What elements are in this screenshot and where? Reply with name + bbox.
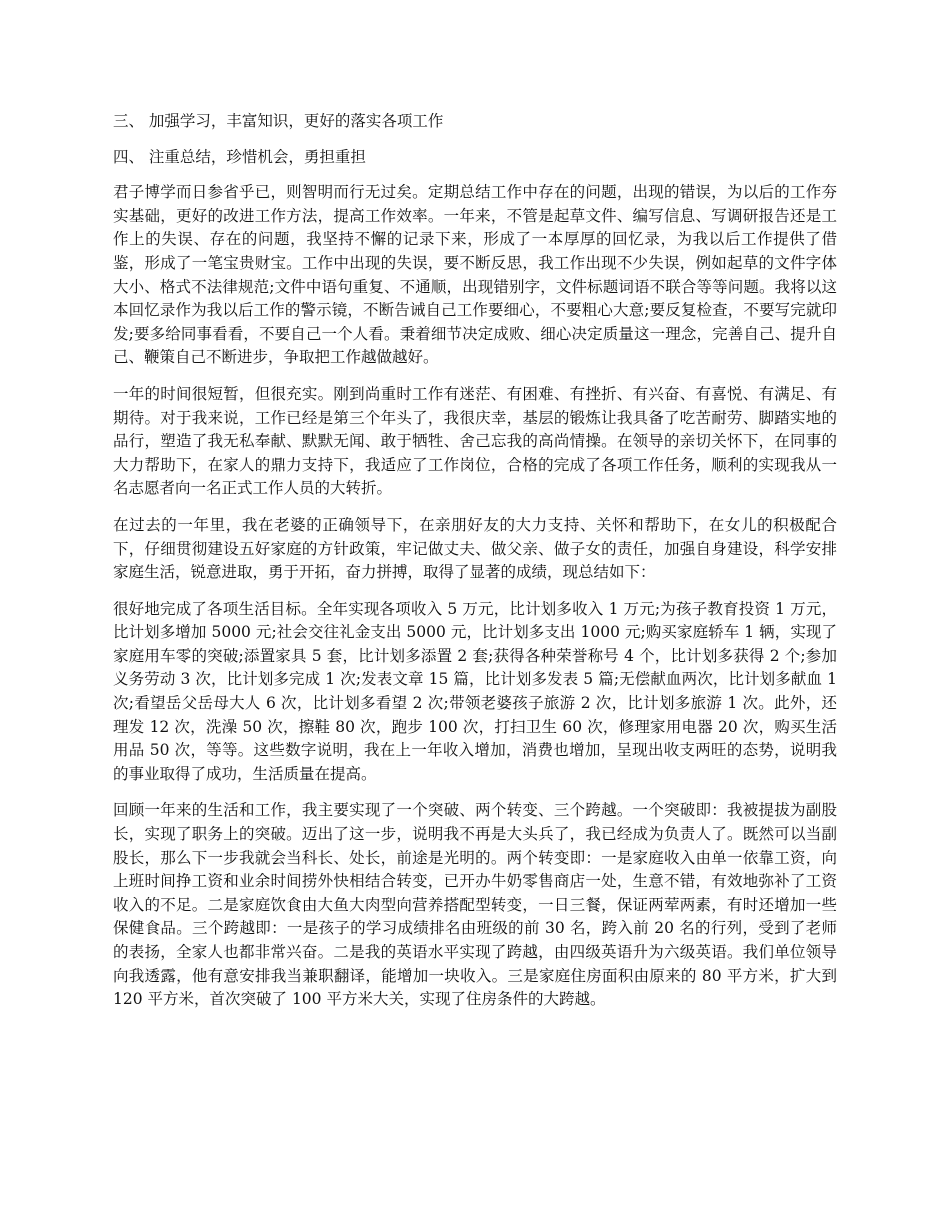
section-heading-3: 三、 加强学习，丰富知识，更好的落实各项工作 xyxy=(113,112,444,130)
document-page xyxy=(113,110,837,1025)
paragraph-summary: 君子博学而日参省乎已，则智明而行无过矣。定期总结工作中存在的问题，出现的错误，为以后的工作夯实基础，更好的改进工作方法，提高工作效率。一年来，不管是起草文件、编写信息、写调研报告还是工作上的失误、存在的问题，我坚持不懈的记录下来，形成了一本厚厚的回忆录，为我以后工作提供了借鉴，形成了一笔宝贵财宝。工作中出现的失误，要不断反思，我工作出现不少失误，例如起草的文件字体大小、格式不法律规范;文件中语句重复、不通顺，出现错别字，文件标题词语不联合等等问题。我将以这本回忆录作为我以后工作的警示镜，不断告诫自己工作要细心，不要粗心大意;要反复检查，不要写完就印发;要多给同事看看，不要自己一个人看。秉着细节决定成败、细心决定质量这一理念，完善自己、提升自己、鞭策自己不断进步，争取把工作越做越好。 xyxy=(113,183,837,367)
paragraph-year-review: 一年的时间很短暂，但很充实。刚到尚重时工作有迷茫、有困难、有挫折、有兴奋、有喜悦、有满足、有期待。对于我来说，工作已经是第三个年头了，我很庆幸，基层的锻炼让我具备了吃苦耐劳、脚踏实地的品行，塑造了我无私奉献、默默无闻、敢于牺牲、舍己忘我的高尚情操。在领导的亲切关怀下，在同事的大力帮助下，在家人的鼎力支持下，我适应了工作岗位，合格的完成了各项工作任务，顺利的实现我从一名志愿者向一名正式工作人员的大转折。 xyxy=(113,384,837,498)
paragraph-breakthroughs: 回顾一年来的生活和工作，我主要实现了一个突破、两个转变、三个跨越。一个突破即：我被提拔为副股长，实现了职务上的突破。迈出了这一步，说明我不再是大头兵了，我已经成为负责人了。既然可以当副股长，那么下一步我就会当科长、处长，前途是光明的。两个转变即：一是家庭收入由单一依靠工资，向上班时间挣工资和业余时间捞外快相结合转变，已开办牛奶零售商店一处，生意不错，有效地弥补了工资收入的不足。二是家庭饮食由大鱼大肉型向营养搭配型转变，一日三餐，保证两荤两素，有时还增加一些保健食品。三个跨越即：一是孩子的学习成绩排名由班级的前 30 名，跨入前 20 名的行列，受到了老师的表扬，全家人也都非常兴奋。二是我的英语水平实现了跨越，由四级英语升为六级英语。我们单位领导向我透露，他有意安排我当兼职翻译，能增加一块收入。三是家庭住房面积由原来的 80 平方米，扩大到 120 平方米，首次突破了 100 平方米大关，实现了住房条件的大跨越。 xyxy=(113,801,837,1009)
section-heading-4: 四、 注重总结，珍惜机会，勇担重担 xyxy=(113,147,366,166)
paragraph-life-goals: 很好地完成了各项生活目标。全年实现各项收入 5 万元，比计划多收入 1 万元;为孩子教育投资 1 万元，比计划多增加 5000 元;社会交往礼金支出 5000 元，比计划多支出 1000 元;购买家庭轿车 1 辆，实现了家庭用车零的突破;添置家具 5 套，比计划多添置 2 套;获得各种荣誉称号 4 个，比计划多获得 2 个;参加义务劳动 3 次，比计划多完成 1 次;发表文章 15 篇，比计划多发表 5 篇;无偿献血两次，比计划多献血 1 次;看望岳父岳母大人 6 次，比计划多看望 2 次;带领老婆孩子旅游 2 次，比计划多旅游 1 次。此外，还理发 12 次，洗澡 50 次，擦鞋 80 次，跑步 100 次，打扫卫生 60 次，修理家用电器 20 次，购买生活用品 50 次，等等。这些数字说明，我在上一年收入增加，消费也增加，呈现出收支两旺的态势，说明我的事业取得了成功，生活质量在提高。 xyxy=(113,599,837,783)
paragraph-family-intro: 在过去的一年里，我在老婆的正确领导下，在亲朋好友的大力支持、关怀和帮助下，在女儿的积极配合下，仔细贯彻建设五好家庭的方针政策，牢记做丈夫、做父亲、做子女的责任，加强自身建设，科学安排家庭生活，锐意进取，勇于开拓，奋力拼搏，取得了显著的成绩，现总结如下： xyxy=(113,515,837,582)
